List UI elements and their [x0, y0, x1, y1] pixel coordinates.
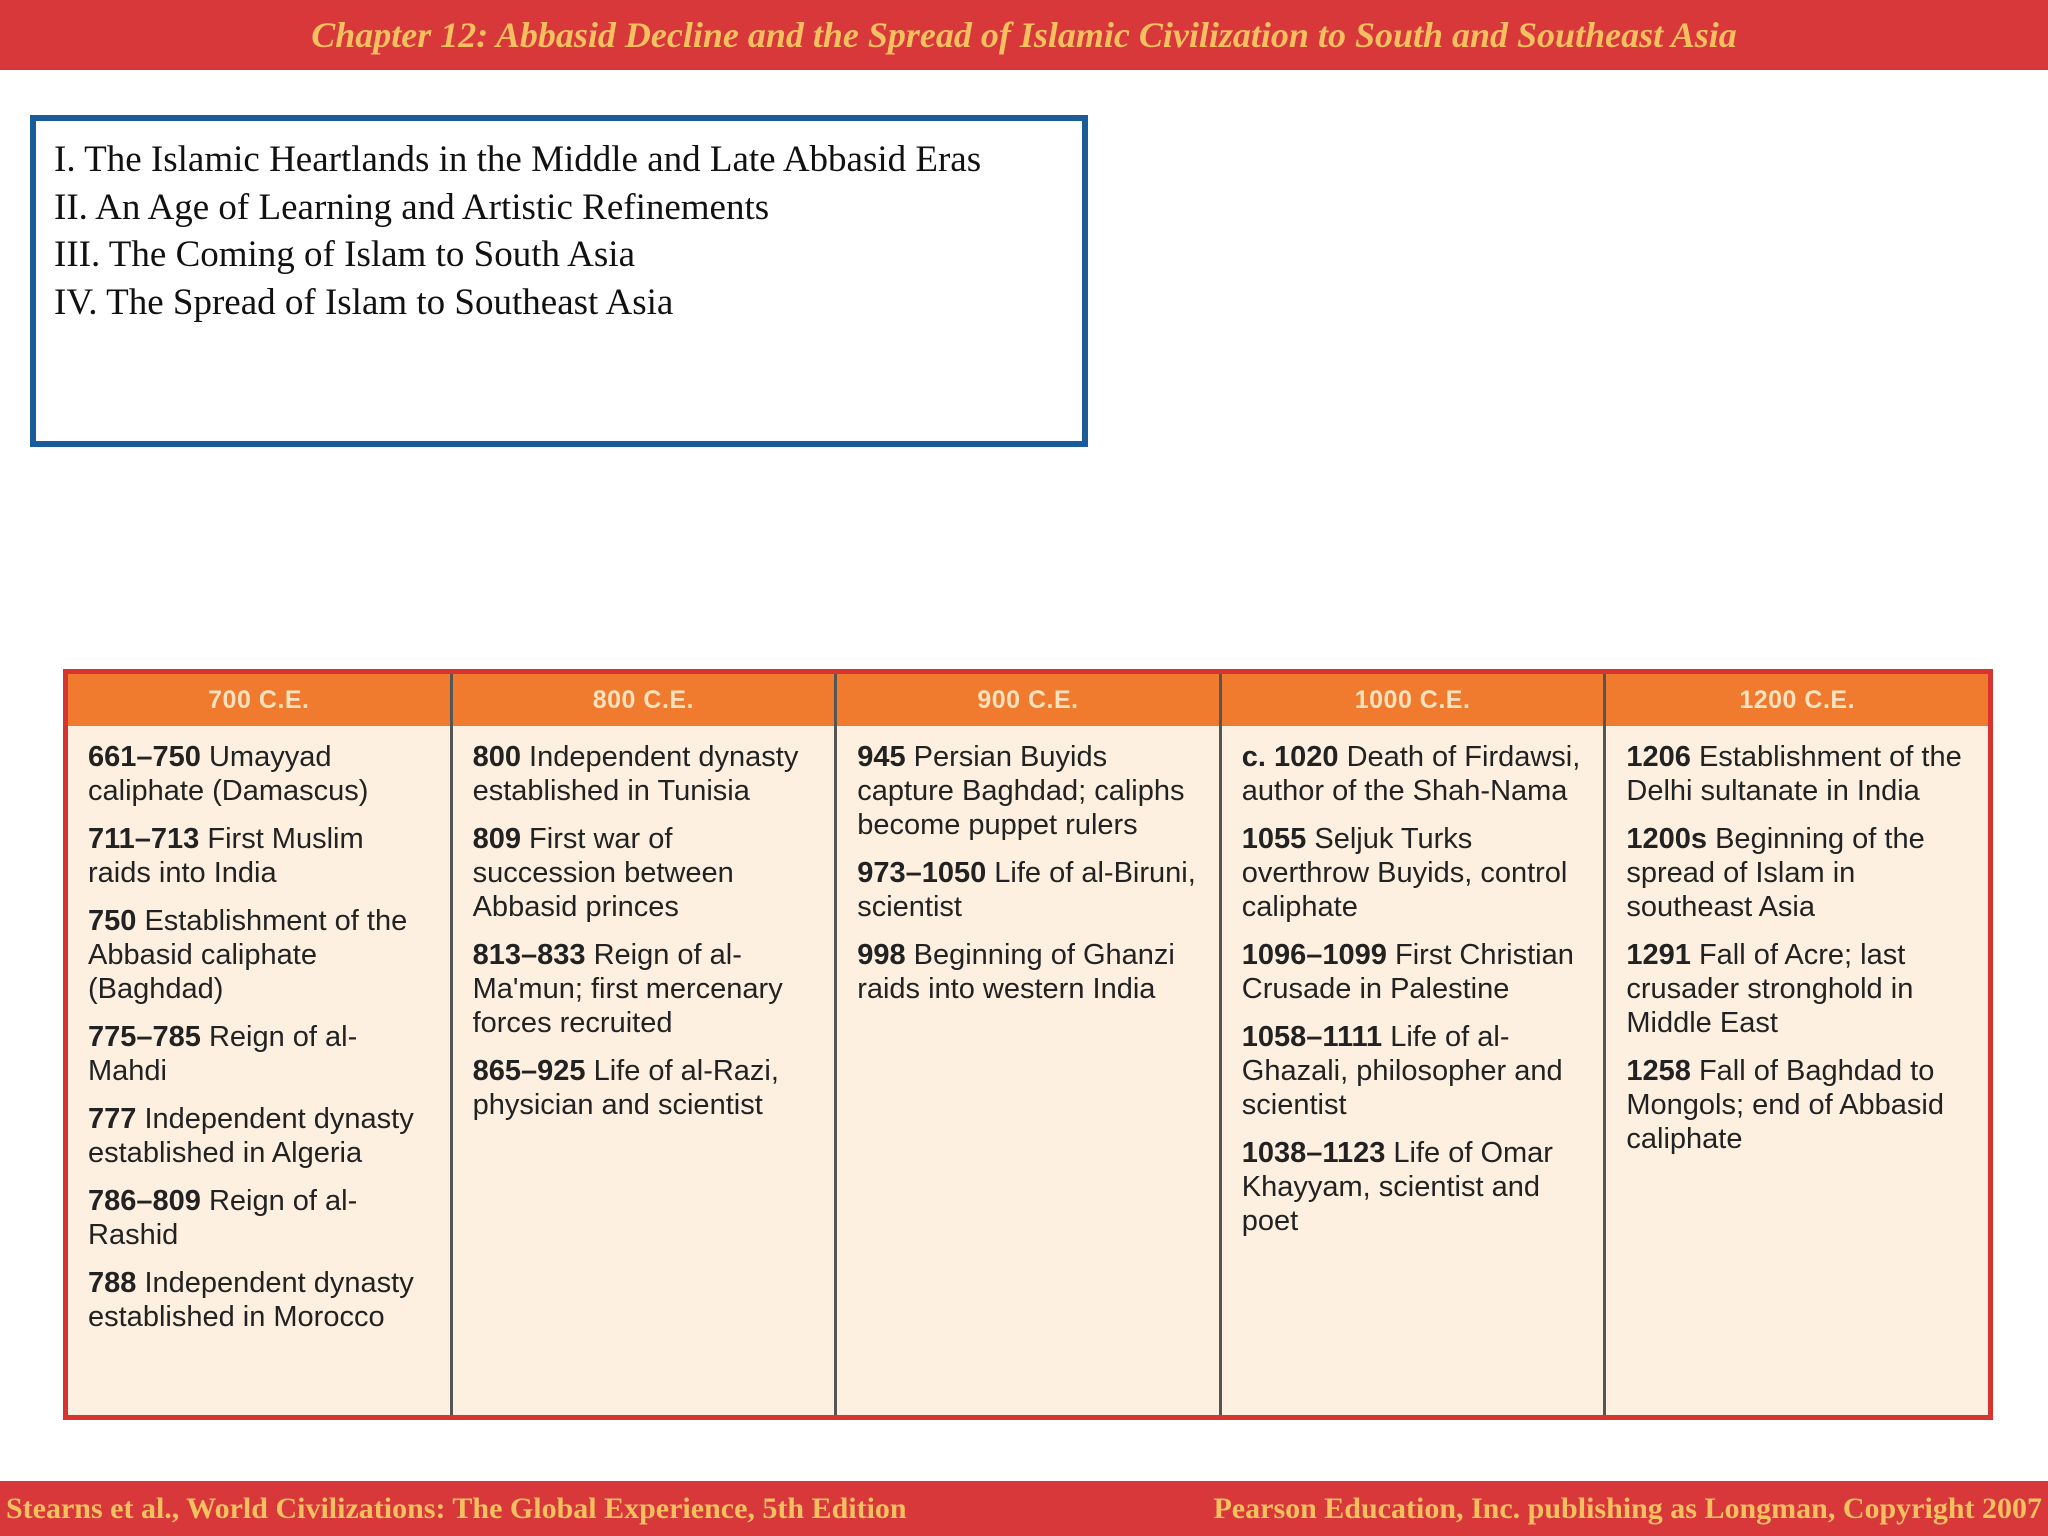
- event-date: 1038–1123: [1241, 1137, 1386, 1169]
- timeline-event: [857, 740, 1201, 842]
- footer-copyright: Pearson Education, Inc. publishing as Longman, Copyright 2007: [1213, 1491, 2042, 1525]
- event-text: Reign of al-Rashid: [88, 1185, 358, 1251]
- footer-citation: Stearns et al., World Civilizations: The Global Experience, 5th Edition: [6, 1491, 907, 1525]
- column-heading: 900 C.E.: [837, 674, 1219, 726]
- event-text: Life of al-Razi, physician and scientist: [472, 1055, 779, 1121]
- event-date: 661–750: [88, 741, 201, 773]
- timeline-event: [1242, 1136, 1586, 1238]
- event-date: 1206: [1626, 741, 1691, 773]
- event-text: Establishment of the Abbasid caliphate (Baghdad): [88, 905, 408, 1005]
- timeline-event: [857, 938, 1201, 1006]
- event-text: First war of succession between Abbasid princes: [472, 823, 734, 923]
- timeline-event: [473, 1054, 817, 1122]
- header-bar: [0, 0, 2048, 70]
- timeline-column-900: [834, 674, 1219, 1415]
- outline-item-2: II. An Age of Learning and Artistic Refinements: [54, 186, 770, 228]
- event-date: 777: [88, 1103, 137, 1135]
- timeline-event: [88, 1266, 432, 1334]
- event-text: Beginning of Ghanzi raids into western India: [857, 939, 1175, 1005]
- event-text: Seljuk Turks overthrow Buyids, control caliphate: [1241, 823, 1568, 923]
- timeline-event: [1626, 1054, 1970, 1156]
- event-date: 788: [88, 1267, 137, 1299]
- event-date: 1055: [1241, 823, 1307, 855]
- event-date: 973–1050: [857, 857, 987, 889]
- event-text: Death of Firdawsi, author of the Shah-Nama: [1241, 741, 1581, 807]
- event-text: Reign of al-Mahdi: [88, 1021, 358, 1087]
- event-date: 800: [472, 741, 521, 773]
- timeline-event: [1242, 938, 1586, 1006]
- timeline-event: [473, 822, 817, 924]
- timeline-event: [88, 822, 432, 890]
- event-text: Independent dynasty established in Algeria: [88, 1103, 414, 1169]
- timeline-event: [473, 938, 817, 1040]
- event-text: Fall of Baghdad to Mongols; end of Abbasid caliphate: [1626, 1055, 1944, 1155]
- column-heading: 1200 C.E.: [1606, 674, 1988, 726]
- event-text: Reign of al-Ma'mun; first mercenary forces recruited: [472, 939, 783, 1039]
- event-date: 809: [472, 823, 521, 855]
- event-text: First Muslim raids into India: [88, 823, 364, 889]
- event-text: Fall of Acre; last crusader stronghold in Middle East: [1626, 939, 1914, 1039]
- timeline-event: [473, 740, 817, 808]
- timeline-event: [88, 1184, 432, 1252]
- event-date: 813–833: [472, 939, 586, 971]
- event-text: Life of al-Ghazali, philosopher and scientist: [1241, 1021, 1563, 1121]
- event-date: 775–785: [88, 1021, 201, 1053]
- chapter-title: Chapter 12: Abbasid Decline and the Spread of Islamic Civilization to South and Southeast Asia: [311, 15, 1737, 55]
- timeline-column-1000: [1219, 674, 1604, 1415]
- column-heading: 1000 C.E.: [1222, 674, 1604, 726]
- event-text: Persian Buyids capture Baghdad; caliphs become puppet rulers: [857, 741, 1185, 841]
- event-text: First Christian Crusade in Palestine: [1241, 939, 1574, 1005]
- event-date: 1096–1099: [1241, 939, 1387, 971]
- timeline-table: [63, 669, 1993, 1420]
- event-date: 945: [857, 741, 906, 773]
- column-heading: 700 C.E.: [68, 674, 450, 726]
- event-text: Life of Omar Khayyam, scientist and poet: [1241, 1137, 1553, 1237]
- event-text: Independent dynasty established in Tunisia: [472, 741, 799, 807]
- timeline-event: [88, 740, 432, 808]
- event-text: Independent dynasty established in Morocco: [88, 1267, 414, 1333]
- outline-item-3: III. The Coming of Islam to South Asia: [54, 234, 635, 275]
- event-date: c. 1020: [1241, 741, 1339, 773]
- event-date: 750: [88, 905, 137, 937]
- timeline-event: [1242, 822, 1586, 924]
- timeline-event: [88, 1102, 432, 1170]
- outline-item-4: IV. The Spread of Islam to Southeast Asia: [54, 281, 674, 323]
- event-date: 998: [857, 939, 906, 971]
- event-date: 1058–1111: [1241, 1021, 1383, 1053]
- event-date: 865–925: [472, 1055, 586, 1087]
- column-heading: 800 C.E.: [453, 674, 835, 726]
- event-date: 786–809: [88, 1185, 201, 1217]
- timeline-column-700: [68, 674, 450, 1415]
- outline-box: [30, 115, 1088, 447]
- timeline-event: [1626, 938, 1970, 1040]
- event-text: Beginning of the spread of Islam in southeast Asia: [1626, 823, 1925, 923]
- timeline-event: [1626, 740, 1970, 808]
- timeline-column-1200: [1603, 674, 1988, 1415]
- timeline-event: [1242, 1020, 1586, 1122]
- event-date: 1258: [1626, 1055, 1691, 1087]
- event-date: 711–713: [88, 823, 200, 855]
- timeline-event: [1242, 740, 1586, 808]
- timeline-event: [1626, 822, 1970, 924]
- event-date: 1291: [1626, 939, 1691, 971]
- timeline-event: [857, 856, 1201, 924]
- event-text: Establishment of the Delhi sultanate in India: [1626, 741, 1962, 807]
- event-date: 1200s: [1626, 823, 1708, 855]
- timeline-column-800: [450, 674, 835, 1415]
- timeline-event: [88, 904, 432, 1006]
- timeline-event: [88, 1020, 432, 1088]
- event-text: Life of al-Biruni, scientist: [857, 857, 1196, 923]
- outline-item-1: I. The Islamic Heartlands in the Middle and Late Abbasid Eras: [54, 139, 982, 180]
- footer-bar: [0, 1481, 2048, 1536]
- event-text: Umayyad caliphate (Damascus): [88, 741, 369, 807]
